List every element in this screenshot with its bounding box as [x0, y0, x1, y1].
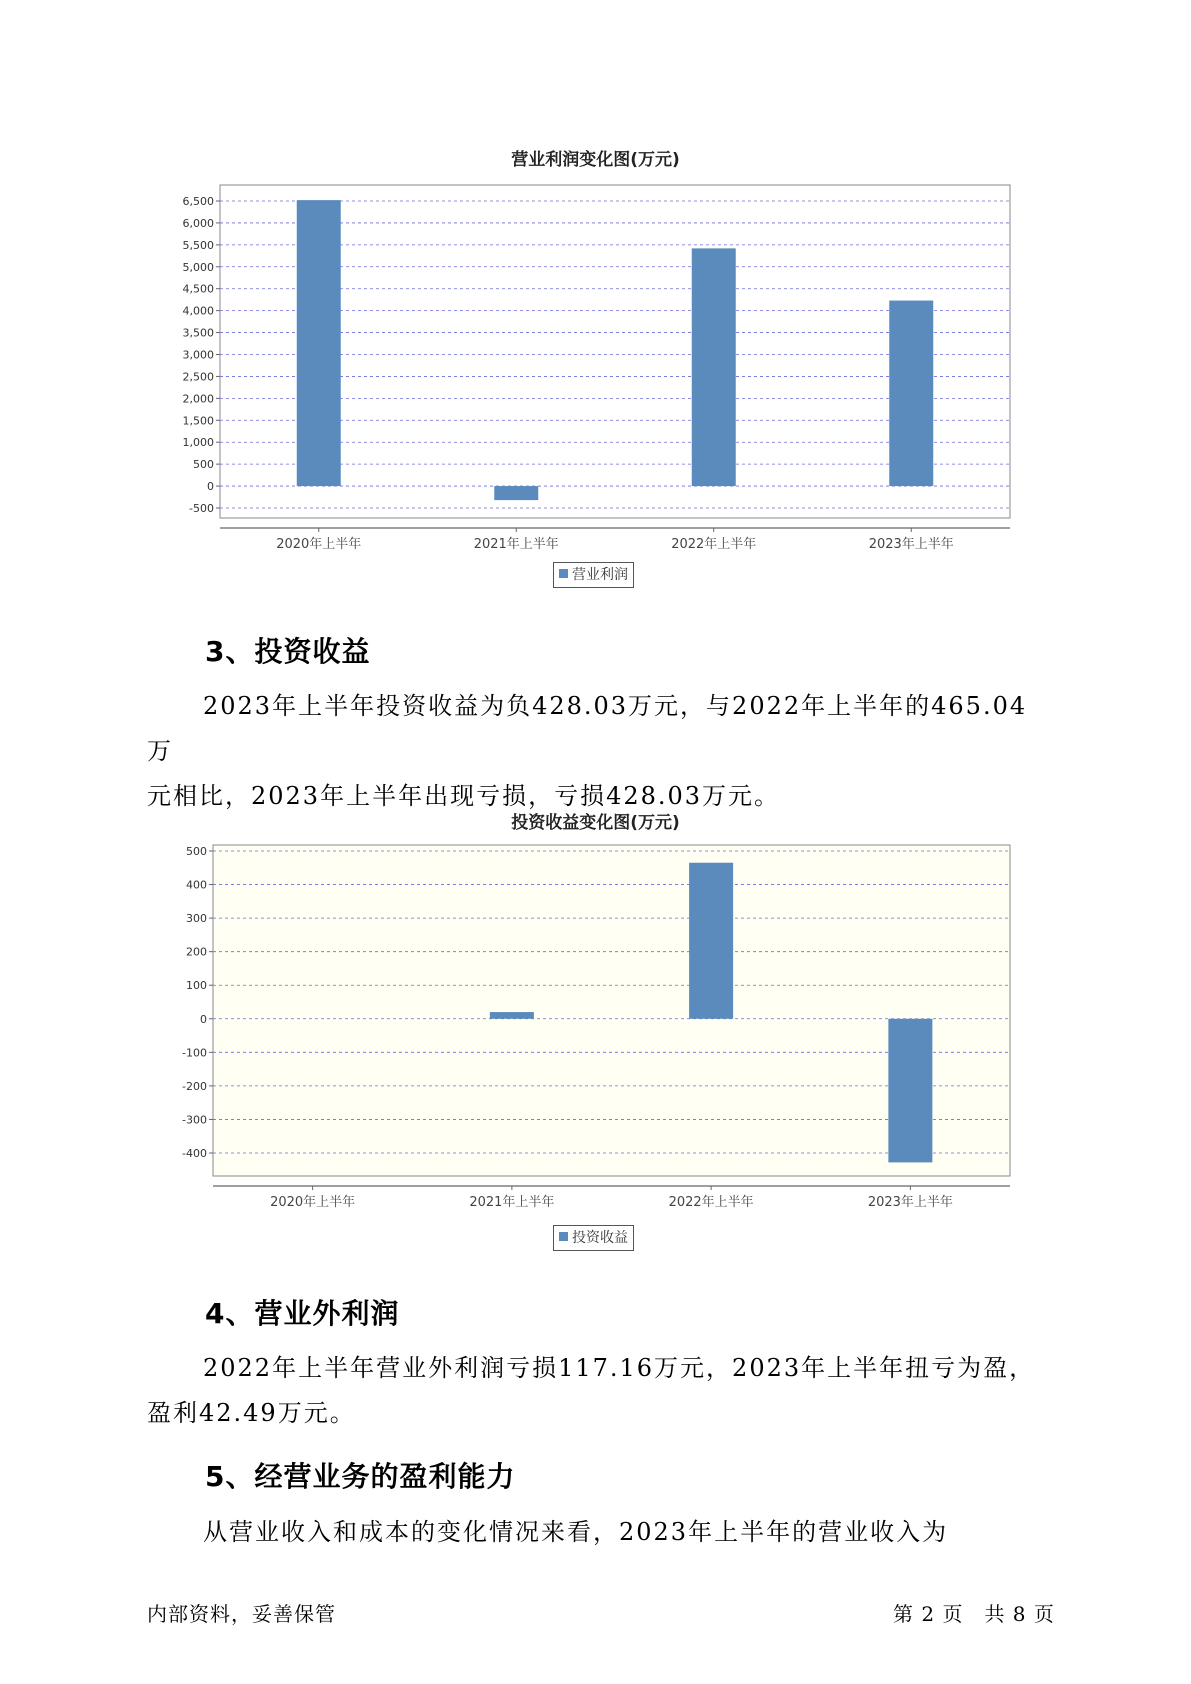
bar	[888, 1019, 932, 1163]
y-tick-label: 3,000	[182, 348, 214, 362]
footer-left: 内部资料，妥善保管	[147, 1602, 336, 1626]
y-tick-label: 1,000	[182, 436, 214, 450]
legend-label: 营业利润	[572, 567, 628, 583]
y-tick-label: 500	[193, 458, 214, 472]
chart-title-operating-profit: 营业利润变化图(万元)	[511, 150, 680, 170]
para-text: 盈利42.49万元。	[147, 1399, 356, 1427]
para-line	[147, 1346, 1047, 1391]
x-tick-label: 2023年上半年	[868, 537, 954, 552]
y-tick-label: 4,000	[182, 304, 214, 318]
x-tick-label: 2022年上半年	[668, 1195, 754, 1210]
bar	[689, 863, 733, 1019]
legend-swatch	[559, 1232, 568, 1241]
x-tick-label: 2023年上半年	[867, 1195, 953, 1210]
y-tick-label: 5,500	[182, 238, 214, 252]
y-tick-label: 2,500	[182, 370, 214, 384]
heading-non-operating-profit: 4、营业外利润	[205, 1297, 400, 1330]
chart-title-investment-income: 投资收益变化图(万元)	[511, 813, 680, 833]
y-tick-label: 4,500	[182, 282, 214, 296]
para-text: 2023年上半年投资收益为负428.03万元，与2022年上半年的465.04万	[147, 692, 1028, 765]
y-tick-label: 400	[186, 878, 207, 892]
y-tick-label: -300	[182, 1113, 207, 1127]
para-text: 2022年上半年营业外利润亏损117.16万元，2023年上半年扭亏为盈，	[203, 1354, 1036, 1382]
heading-investment-income: 3、投资收益	[205, 635, 371, 668]
y-tick-label: 200	[186, 945, 207, 959]
y-tick-label: 500	[186, 845, 207, 858]
para-text: 元相比，2023年上半年出现亏损，亏损428.03万元。	[147, 782, 781, 810]
legend-investment-income	[553, 1225, 634, 1251]
para-line	[147, 1391, 1047, 1436]
y-tick-label: -200	[182, 1079, 207, 1093]
y-tick-label: 6,500	[182, 195, 214, 208]
y-tick-label: -400	[182, 1147, 207, 1160]
heading-profitability: 5、经营业务的盈利能力	[205, 1460, 516, 1493]
y-tick-label: -100	[182, 1046, 207, 1060]
paragraph-profitability	[147, 1510, 1047, 1555]
y-tick-label: 1,500	[182, 414, 214, 428]
y-tick-label: -500	[189, 502, 214, 515]
y-tick-label: 2,000	[182, 392, 214, 406]
y-tick-label: 0	[207, 480, 214, 494]
bar	[490, 1012, 534, 1019]
x-tick-label: 2020年上半年	[276, 537, 362, 552]
y-tick-label: 6,000	[182, 216, 214, 230]
legend-label: 投资收益	[572, 1230, 628, 1246]
x-tick-label: 2021年上半年	[473, 537, 559, 552]
para-line	[147, 1510, 1047, 1555]
para-text: 从营业收入和成本的变化情况来看，2023年上半年的营业收入为	[203, 1518, 949, 1546]
y-tick-label: 0	[200, 1012, 207, 1026]
x-tick-label: 2022年上半年	[671, 537, 757, 552]
x-tick-label: 2021年上半年	[469, 1195, 555, 1210]
footer-page-number: 第 2 页 共 8 页	[893, 1602, 1055, 1626]
y-tick-label: 5,000	[182, 260, 214, 274]
y-tick-label: 3,500	[182, 326, 214, 340]
y-tick-label: 100	[186, 979, 207, 993]
paragraph-non-operating-profit	[147, 1346, 1047, 1436]
x-tick-label: 2020年上半年	[270, 1195, 356, 1210]
y-tick-label: 300	[186, 912, 207, 926]
